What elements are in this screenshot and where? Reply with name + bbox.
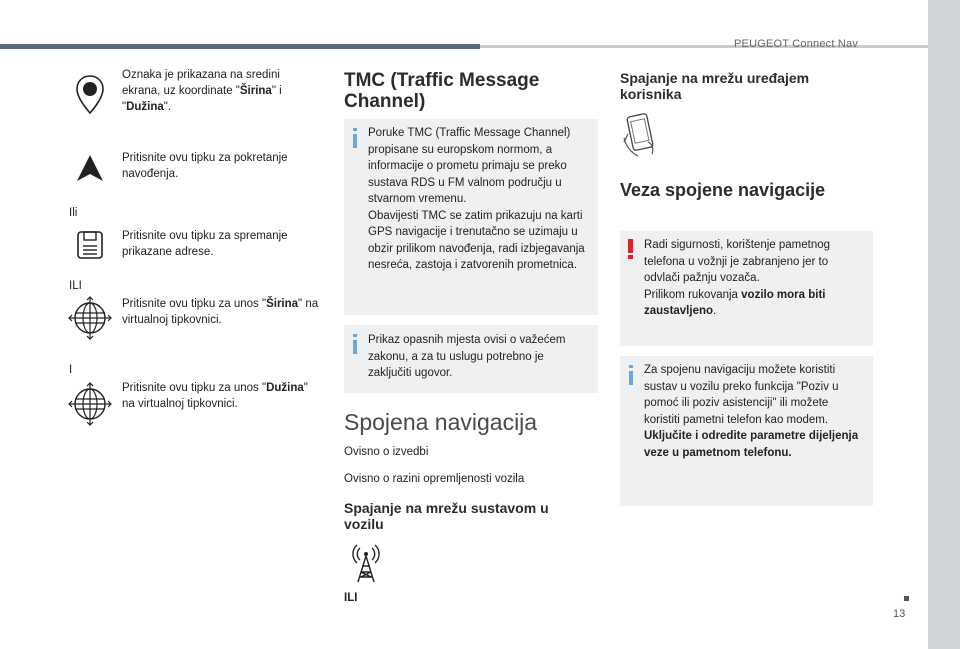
vehicle-system-heading: Spajanje na mrežu sustavom u vozilu xyxy=(344,500,549,532)
warning-text-1: Radi sigurnosti, korištenje pametnog telefona u vožnji je zabranjeno jer to odvlači pažnju vozača. xyxy=(644,239,831,284)
and-label: I xyxy=(69,364,73,376)
warning-box xyxy=(620,231,873,346)
globe-crosshair-icon xyxy=(68,382,112,426)
modem-info-bold: Uključite i odredite parametre dijeljenja veze u pametnom telefonu. xyxy=(644,430,859,459)
tmc-info-box xyxy=(344,119,598,315)
info-marker xyxy=(353,340,357,354)
pin-description: Oznaka je prikazana na sredini ekrana, uz koordinate "Širina" i "Dužina". xyxy=(122,69,282,113)
page-edge-strip xyxy=(928,0,960,649)
version-note: Ovisno o izvedbi xyxy=(344,446,429,458)
page-number: 13 xyxy=(893,608,906,620)
globe-crosshair-icon xyxy=(68,296,112,340)
tmc-contract-box xyxy=(344,325,598,393)
modem-info-text: Za spojenu navigaciju možete koristiti sustav u vozilu preko funkcija "Poziv u pomoć ili poziv asistenciji" ili možete koristiti pametni telefon kao modem. xyxy=(644,364,839,426)
longitude-description: Pritisnite ovu tipku za unos "Dužina" na virtualnoj tipkovnici. xyxy=(122,382,308,410)
info-marker xyxy=(629,371,633,385)
warning-text-2: Prilikom rukovanja vozilo mora biti zaustavljeno. xyxy=(644,288,826,317)
or-label: ILI xyxy=(69,280,82,292)
link-heading: Veza spojene navigacije xyxy=(620,180,826,200)
info-marker-dot xyxy=(353,334,357,337)
map-pin-icon xyxy=(74,74,106,116)
phone-hand-icon xyxy=(620,112,662,160)
user-device-heading: Spajanje na mrežu uređajem korisnika xyxy=(620,70,810,102)
equipment-note: Ovisno o razini opremljenosti vozila xyxy=(344,473,525,485)
save-description: Pritisnite ovu tipku za spremanje prikazane adrese. xyxy=(122,230,288,258)
warning-marker xyxy=(628,239,633,253)
latitude-description: Pritisnite ovu tipku za unos "Širina" na virtualnoj tipkovnici. xyxy=(122,298,319,326)
header-rule-dark xyxy=(0,44,480,49)
info-marker xyxy=(353,134,357,148)
page-marker xyxy=(904,596,909,601)
info-marker-dot xyxy=(629,365,633,368)
or-label: Ili xyxy=(69,207,78,219)
navigation-arrow-icon xyxy=(74,152,106,184)
save-icon xyxy=(76,230,104,260)
running-header: PEUGEOT Connect Nav xyxy=(734,38,859,50)
tmc-heading: TMC (Traffic Message Channel) xyxy=(344,70,540,112)
connected-navigation-heading: Spojena navigacija xyxy=(344,409,538,435)
navigation-description: Pritisnite ovu tipku za pokretanje navođenja. xyxy=(122,152,288,180)
warning-marker-dot xyxy=(628,255,633,259)
tmc-info-text-1: Poruke TMC (Traffic Message Channel) propisane su europskom normom, a informacije o prometu primaju se preko sustava RDS u FM valnom području u stvarnom vremenu. xyxy=(368,127,571,205)
tmc-info-text-2: Obavijesti TMC se zatim prikazuju na karti GPS navigacije i trenutačno se uzimaju u obzir prilikom navođenja, radi izbjegavanja nesreća, zastoja i zatvorenih prometnica. xyxy=(368,209,585,271)
tmc-contract-text: Prikaz opasnih mjesta ovisi o važećem zakonu, a za tu uslugu potrebno je zaključiti ugovor. xyxy=(368,334,566,379)
header-rule-light xyxy=(480,45,928,48)
info-marker-dot xyxy=(353,128,357,131)
or-label: ILI xyxy=(344,592,358,604)
antenna-icon xyxy=(348,544,384,584)
modem-info-box xyxy=(620,356,873,506)
